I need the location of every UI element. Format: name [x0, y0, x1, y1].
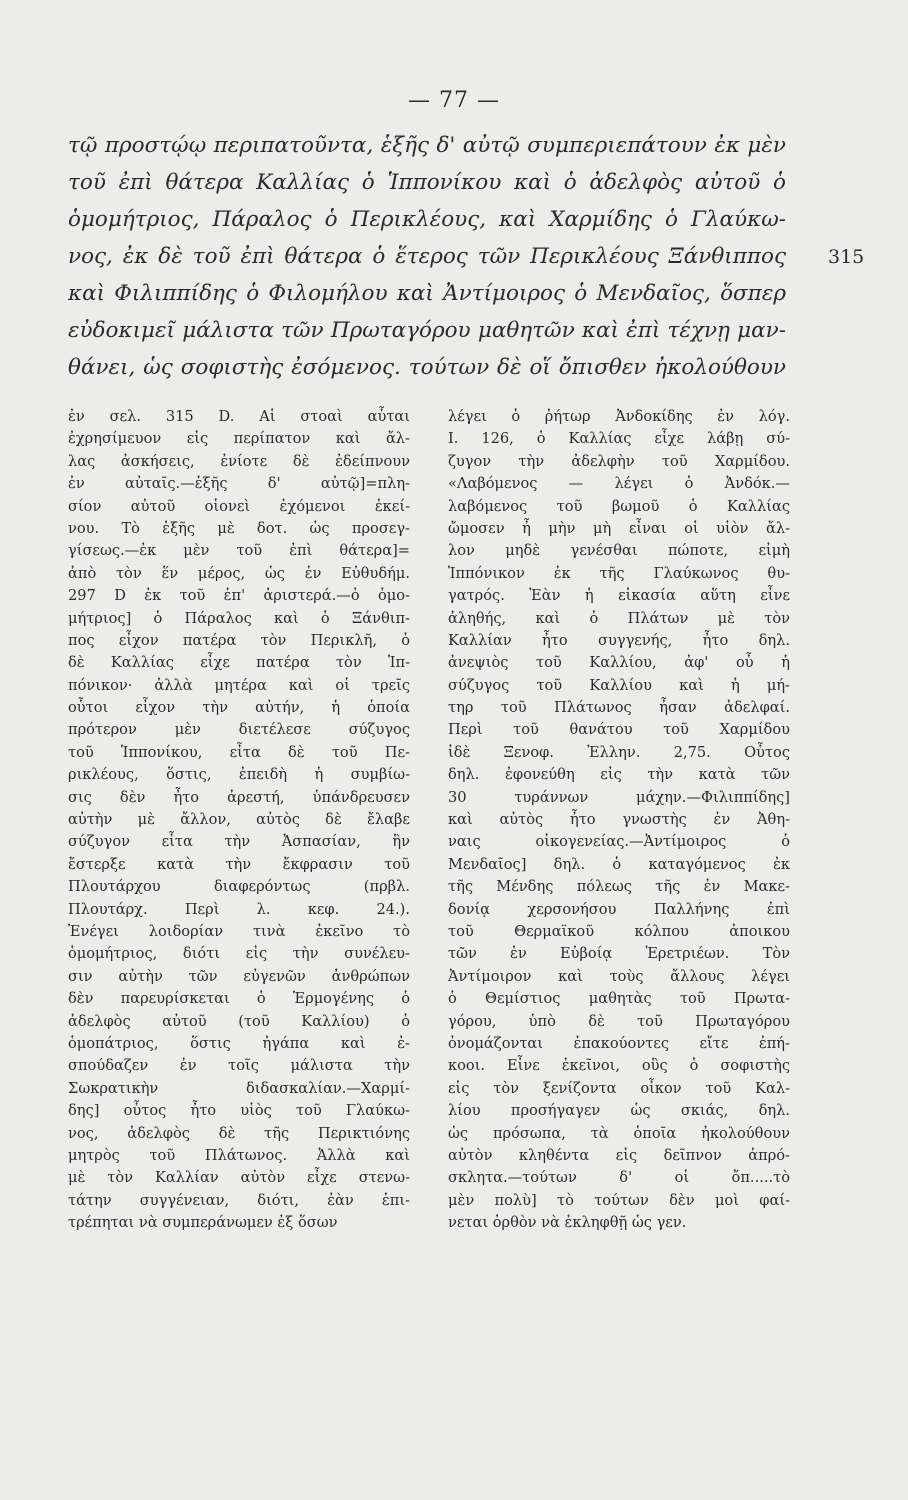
notes-left-column — [68, 406, 410, 1234]
note-line: πόνικον· ἀλλὰ μητέρα καὶ οἱ τρεῖς — [68, 676, 410, 694]
text-line: τῷ προστῴῳ περιπατοῦντα, ἑξῆς δ' αὐτῷ συμπεριεπάτουν ἐκ μὲν — [68, 133, 786, 158]
note-line: τῶν ἐν Εὐβοίᾳ Ἐρετριέων. Τὸν — [448, 945, 790, 963]
note-line: κοοι. Εἶνε ἐκεῖνοι, οὓς ὁ σοφιστὴς — [448, 1057, 790, 1075]
note-line: ἀπὸ τὸν ἕν μέρος, ὡς ἐν Εὐθυδήμ. — [68, 564, 410, 582]
note-line: ὤμοσεν ἦ μὴν μὴ εἶναι οἱ υἱὸν ἄλ- — [448, 519, 790, 537]
note-line: ὁμοπάτριος, ὅστις ἠγάπα καὶ ἐ- — [68, 1034, 410, 1052]
note-line: λίου προσήγαγεν ὡς σκιάς, δηλ. — [448, 1102, 790, 1120]
note-line: Ἀντίμοιρον καὶ τοὺς ἄλλους λέγει — [448, 967, 790, 985]
note-line: τοῦ Ἱππονίκου, εἶτα δὲ τοῦ Πε- — [68, 743, 410, 761]
note-line: ἐν αὐταῖς.—ἑξῆς δ' αὐτῷ]=πλη- — [68, 475, 410, 493]
note-line: σιν αὐτὴν τῶν εὐγενῶν ἀνθρώπων — [68, 967, 410, 985]
commentary-notes — [68, 406, 790, 1234]
margin-line-number: 315 — [828, 246, 865, 268]
note-line: ζυγον τὴν ἀδελφὴν τοῦ Χαρμίδου. — [448, 452, 790, 470]
note-line: δηλ. ἐφονεύθη εἰς τὴν κατὰ τῶν — [448, 766, 790, 784]
note-line: εἰς τὸν ξενίζοντα οἶκον τοῦ Καλ- — [448, 1079, 790, 1097]
note-line: μὲν πολὺ] τὸ τούτων δὲν μοὶ φαί- — [448, 1191, 790, 1209]
note-line: μητρὸς τοῦ Πλάτωνος. Ἀλλὰ καὶ — [68, 1146, 410, 1164]
note-line: ὀνομάζονται ἐπακούοντες εἴτε ἐπή- — [448, 1034, 790, 1052]
note-line: ρικλέους, ὅστις, ἐπειδὴ ἡ συμβίω- — [68, 766, 410, 784]
note-line: δὲ Καλλίας εἶχε πατέρα τὸν Ἱπ- — [68, 654, 410, 672]
text-line: θάνει, ὡς σοφιστὴς ἐσόμενος. τούτων δὲ οἵ ὄπισθεν ἠκολούθουν — [68, 355, 786, 380]
note-line: σύζυγον εἶτα τὴν Ἀσπασίαν, ἣν — [68, 833, 410, 851]
note-line: μήτριος] ὁ Πάραλος καὶ ὁ Ξάνθιπ- — [68, 609, 410, 627]
notes-right-column — [448, 406, 790, 1234]
note-line: καὶ αὐτὸς ἦτο γνωστὴς ἐν Ἀθη- — [448, 811, 790, 829]
note-line: Περὶ τοῦ θανάτου τοῦ Χαρμίδου — [448, 721, 790, 739]
note-line: τηρ τοῦ Πλάτωνος ἦσαν ἀδελφαί. — [448, 699, 790, 717]
note-line: ὁ Θεμίστιος μαθητὰς τοῦ Πρωτα- — [448, 990, 790, 1008]
text-line: νος, ἐκ δὲ τοῦ ἐπὶ θάτερα ὁ ἕτερος τῶν Περικλέους Ξάνθιππος — [68, 244, 786, 269]
text-line: καὶ Φιλιππίδης ὁ Φιλομήλου καὶ Ἀντίμοιρος ὁ Μενδαῖος, ὅσπερ — [68, 281, 786, 306]
note-line: νου. Τὸ ἑξῆς μὲ δοτ. ὡς προσεγ- — [68, 519, 410, 537]
note-line: Καλλίαν ἦτο συγγενής, ἦτο δηλ. — [448, 631, 790, 649]
note-line: δης] οὗτος ἦτο υἱὸς τοῦ Γλαύκω- — [68, 1102, 410, 1120]
note-line: ἰδὲ Ξενοφ. Ἑλλην. 2,75. Οὗτος — [448, 743, 790, 761]
note-line: Πλουτάρχου διαφερόντως (πρβλ. — [68, 878, 410, 896]
note-line: ὁμομήτριος, διότι εἰς τὴν συνέλευ- — [68, 945, 410, 963]
note-line: ἐχρησίμευον εἰς περίπατον καὶ ἄλ- — [68, 430, 410, 448]
note-line: σις δὲν ἦτο ἀρεστή, ὑπάνδρευσεν — [68, 788, 410, 806]
note-line: 297 D ἐκ τοῦ ἐπ' ἀριστερά.—ὁ ὁμο- — [68, 587, 410, 605]
note-line: νος, ἀδελφὸς δὲ τῆς Περικτιόνης — [68, 1124, 410, 1142]
note-line: Ἐνέγει λοιδορίαν τινὰ ἐκεῖνο τὸ — [68, 922, 410, 940]
main-text — [68, 127, 786, 386]
note-line: Πλουτάρχ. Περὶ λ. κεφ. 24.). — [68, 900, 410, 918]
note-line: Μενδαῖος] δηλ. ὁ καταγόμενος ἐκ — [448, 855, 790, 873]
note-line: οὗτοι εἶχον τὴν αὐτήν, ἡ ὁποία — [68, 699, 410, 717]
note-line: ὡς πρόσωπα, τὰ ὁποῖα ἠκολούθουν — [448, 1124, 790, 1142]
note-line: αὐτὴν μὲ ἄλλον, αὐτὸς δὲ ἔλαβε — [68, 811, 410, 829]
note-line: Ι. 126, ὁ Καλλίας εἶχε λάβῃ σύ- — [448, 430, 790, 448]
note-line: 30 τυράννων μάχην.—Φιλιππίδης] — [448, 788, 790, 806]
note-line: «Λαβόμενος — λέγει ὁ Ἀνδόκ.— — [448, 475, 790, 493]
note-line: δονίᾳ χερσονήσου Παλλήνης ἐπὶ — [448, 900, 790, 918]
note-line: αὐτὸν κληθέντα εἰς δεῖπνον ἀπρό- — [448, 1146, 790, 1164]
note-line: σπούδαζεν ἐν τοῖς μάλιστα τὴν — [68, 1057, 410, 1075]
note-line: μὲ τὸν Καλλίαν αὐτὸν εἶχε στενω- — [68, 1169, 410, 1187]
note-line: Σωκρατικὴν διδασκαλίαν.—Χαρμί- — [68, 1079, 410, 1097]
note-line: ἐν σελ. 315 D. Αἱ στοαὶ αὗται — [68, 408, 410, 425]
note-line: Ἱππόνικον ἐκ τῆς Γλαύκωνος θυ- — [448, 564, 790, 582]
text-line: ὁμομήτριος, Πάραλος ὁ Περικλέους, καὶ Χαρμίδης ὁ Γλαύκω- — [68, 207, 786, 232]
text-line: τοῦ ἐπὶ θάτερα Καλλίας ὁ Ἱππονίκου καὶ ὁ ἀδελφὸς αὐτοῦ ὁ — [68, 170, 786, 195]
note-line: γόρου, ὑπὸ δὲ τοῦ Πρωταγόρου — [448, 1012, 790, 1030]
note-line: λαβόμενος τοῦ βωμοῦ ὁ Καλλίας — [448, 497, 790, 515]
note-line: λέγει ὁ ῥήτωρ Ἀνδοκίδης ἐν λόγ. — [448, 408, 790, 425]
text-line: εὐδοκιμεῖ μάλιστα τῶν Πρωταγόρου μαθητῶν καὶ ἐπὶ τέχνῃ μαν- — [68, 318, 786, 343]
note-line: σίον αὐτοῦ οἱονεὶ ἐχόμενοι ἐκεί- — [68, 497, 410, 515]
note-line: τάτην συγγένειαν, διότι, ἐὰν ἐπι- — [68, 1191, 410, 1209]
note-line: σκλητα.—τούτων δ' οἱ ὄπ.....τὸ — [448, 1169, 790, 1187]
page-number: — 77 — — [408, 88, 500, 113]
note-line: πρότερον μὲν διετέλεσε σύζυγος — [68, 721, 410, 739]
note-line: γίσεως.—ἐκ μὲν τοῦ ἐπὶ θάτερα]= — [68, 542, 410, 560]
note-line: τοῦ Θερμαϊκοῦ κόλπου ἀποικου — [448, 922, 790, 940]
note-line: τρέπηται νὰ συμπεράνωμεν ἐξ ὅσων — [68, 1214, 338, 1232]
note-line: ἀδελφὸς αὐτοῦ (τοῦ Καλλίου) ὁ — [68, 1012, 410, 1030]
note-line: γατρός. Ἐὰν ἡ εἰκασία αὕτη εἶνε — [448, 587, 790, 605]
note-line: σύζυγος τοῦ Καλλίου καὶ ἡ μή- — [448, 676, 790, 694]
note-line: ἀληθής, καὶ ὁ Πλάτων μὲ τὸν — [448, 609, 790, 627]
note-line: πος εἶχον πατέρα τὸν Περικλῆ, ὁ — [68, 631, 410, 649]
note-line: ναις οἰκογενείας.—Ἀντίμοιρος ὁ — [448, 833, 790, 851]
note-line: νεται ὀρθὸν νὰ ἐκληφθῇ ὡς γεν. — [448, 1214, 687, 1232]
note-line: λας ἀσκήσεις, ἐνίοτε δὲ ἐδείπνουν — [68, 452, 410, 470]
note-line: ἀνεψιὸς τοῦ Καλλίου, ἀφ' οὗ ἡ — [448, 654, 790, 672]
note-line: ἔστερξε κατὰ τὴν ἔκφρασιν τοῦ — [68, 855, 410, 873]
note-line: λον μηδὲ γενέσθαι πώποτε, εἰμὴ — [448, 542, 790, 560]
note-line: δὲν παρευρίσκεται ὁ Ἑρμογένης ὁ — [68, 990, 410, 1008]
note-line: τῆς Μένδης πόλεως τῆς ἐν Μακε- — [448, 878, 790, 896]
